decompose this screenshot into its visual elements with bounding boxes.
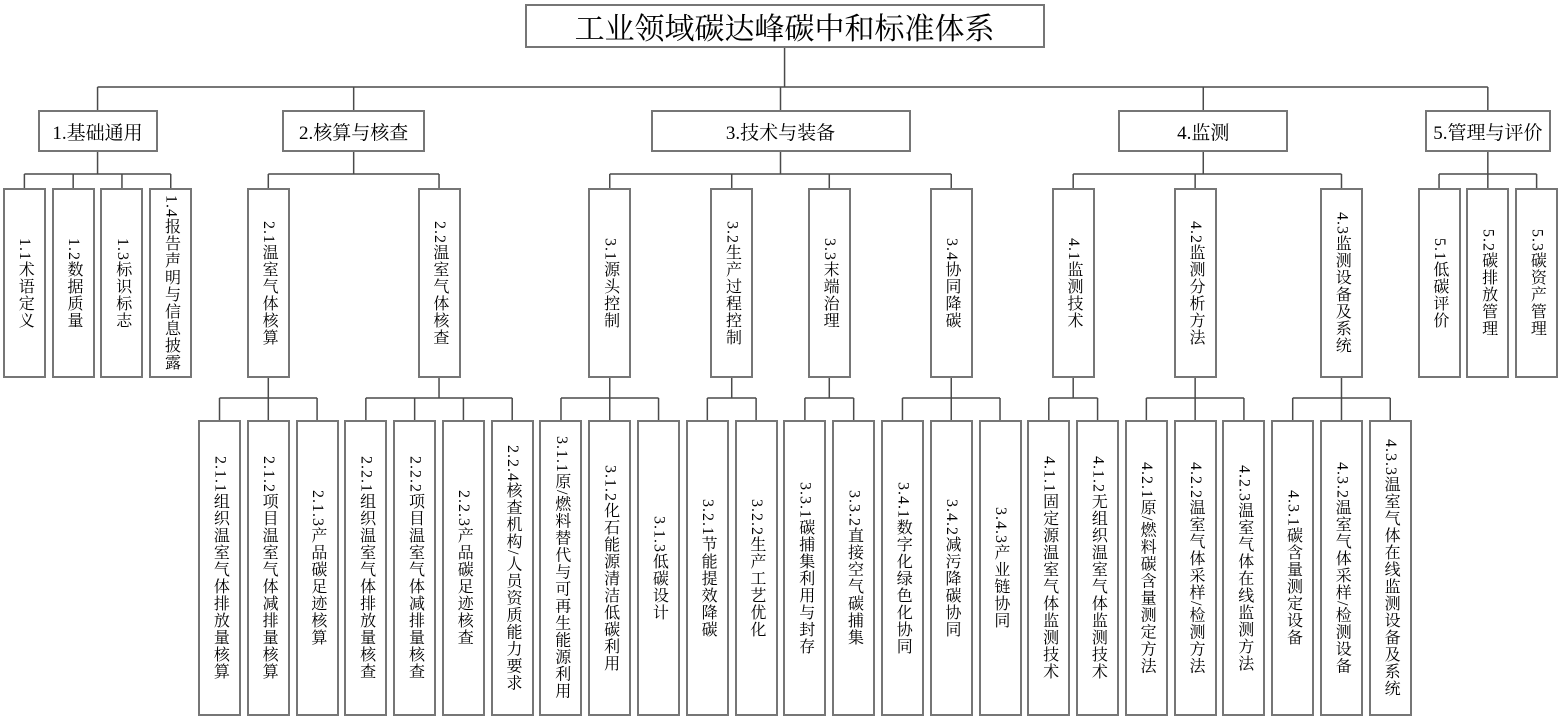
node-label: 4.3.3温室气体在线监测设备及系统 (1382, 439, 1400, 697)
node-5.1 (1418, 188, 1461, 378)
node-label: 3.2生产过程控制 (723, 220, 741, 346)
node-label: 4.3监测设备及系统 (1333, 212, 1351, 354)
node-3.2.1 (686, 420, 729, 716)
node-4.1.1 (1027, 420, 1070, 716)
node-label: 1.3标识标志 (113, 237, 131, 329)
node-label: 3.2.1节能提效降碳 (699, 498, 717, 638)
node-3.3.1 (783, 420, 826, 716)
node-label: 2.2温室气体核查 (430, 220, 448, 346)
node-4.2 (1174, 188, 1217, 378)
node-4.2.3 (1222, 420, 1265, 716)
node-label: 3.2.2生产工艺优化 (747, 498, 765, 638)
node-3.3 (808, 188, 851, 378)
node-4.3.2 (1320, 420, 1363, 716)
node-1.4 (149, 188, 192, 378)
diagram-title-box (525, 4, 1045, 48)
node-2.1.2 (247, 420, 290, 716)
node-label: 2.2.3产品碳足迹核查 (455, 490, 473, 646)
node-label: 3.3末端治理 (821, 237, 839, 329)
node-label: 5.1低碳评价 (1430, 237, 1448, 329)
node-label: 3.3.2直接空气碳捕集 (845, 490, 863, 646)
node-3.2 (710, 188, 753, 378)
node-label: 4.2监测分析方法 (1186, 220, 1204, 346)
node-label: 2.2.4核查机构/人员资质能力要求 (504, 444, 521, 692)
node-4.1 (1052, 188, 1095, 378)
node-label: 4.2.1原/燃料碳含量测定方法 (1138, 461, 1156, 675)
node-label: 3.1.1原/燃料替代与可再生能源利用 (552, 436, 570, 700)
node-5 (1425, 110, 1551, 152)
node-1.2 (52, 188, 95, 378)
node-label: 3.1.3低碳设计 (650, 515, 668, 621)
node-5.2 (1466, 188, 1509, 378)
node-2.1 (247, 188, 290, 378)
node-2.1.3 (296, 420, 339, 716)
node-3.4.1 (881, 420, 924, 716)
node-label: 3.1.2化石能源清洁低碳利用 (601, 464, 619, 672)
node-2 (282, 110, 425, 152)
node-5.3 (1515, 188, 1558, 378)
node-2.2.4 (491, 420, 534, 716)
node-label: 3.4.3产业链协同 (991, 507, 1009, 629)
node-4.2.2 (1174, 420, 1217, 716)
node-2.2 (418, 188, 461, 378)
node-label: 3.1源头控制 (601, 237, 619, 329)
node-4 (1118, 110, 1288, 152)
node-4.3.3 (1369, 420, 1412, 716)
node-label: 1.2数据质量 (64, 237, 82, 329)
node-4.3.1 (1271, 420, 1314, 716)
node-2.1.1 (198, 420, 241, 716)
node-label: 4.监测 (1177, 122, 1230, 144)
node-3.3.2 (832, 420, 875, 716)
node-label: 工业领域碳达峰碳中和标准体系 (574, 13, 995, 46)
node-label: 2.核算与核查 (299, 122, 409, 144)
node-label: 3.4协同降碳 (943, 237, 961, 329)
node-label: 3.4.1数字化绿色化协同 (894, 481, 912, 655)
node-1.3 (100, 188, 143, 378)
node-label: 2.1温室气体核算 (260, 220, 278, 346)
node-4.2.1 (1125, 420, 1168, 716)
node-label: 3.4.2减污降碳协同 (943, 498, 961, 638)
node-3.4.3 (979, 420, 1022, 716)
node-3.4.2 (930, 420, 973, 716)
node-3.1.1 (539, 420, 582, 716)
node-label: 2.1.3产品碳足迹核算 (308, 490, 326, 646)
node-label: 2.2.2项目温室气体减排量核查 (406, 456, 424, 680)
node-label: 1.4报告声明与信息披露 (162, 195, 180, 371)
node-label: 1.基础通用 (52, 122, 143, 144)
node-label: 5.3碳资产管理 (1528, 229, 1546, 337)
node-label: 5.管理与评价 (1433, 122, 1543, 144)
node-1.1 (3, 188, 46, 378)
node-3.2.2 (735, 420, 778, 716)
node-3.1.3 (637, 420, 680, 716)
node-3.1 (588, 188, 631, 378)
node-label: 4.3.1碳含量测定设备 (1284, 490, 1302, 646)
node-2.2.2 (393, 420, 436, 716)
node-2.2.3 (442, 420, 485, 716)
node-3 (651, 110, 911, 152)
node-label: 1.1术语定义 (16, 237, 34, 329)
node-1 (38, 110, 158, 152)
node-label: 4.3.2温室气体采样/检测设备 (1333, 461, 1351, 675)
node-label: 2.1.2项目温室气体减排量核算 (260, 456, 278, 680)
node-label: 3.技术与装备 (725, 122, 836, 144)
node-label: 4.1.1固定源温室气体监测技术 (1040, 456, 1058, 680)
node-label: 2.2.1组织温室气体排放量核查 (357, 456, 375, 680)
node-label: 3.3.1碳捕集利用与封存 (796, 481, 814, 655)
node-label: 4.2.3温室气体在线监测方法 (1235, 464, 1253, 672)
node-label: 4.2.2温室气体采样/检测方法 (1186, 461, 1204, 675)
node-3.1.2 (588, 420, 631, 716)
node-2.2.1 (344, 420, 387, 716)
node-label: 2.1.1组织温室气体排放量核算 (211, 456, 229, 680)
node-4.1.2 (1076, 420, 1119, 716)
node-label: 4.1监测技术 (1064, 237, 1082, 329)
node-3.4 (930, 188, 973, 378)
node-label: 5.2碳排放管理 (1479, 229, 1497, 337)
node-4.3 (1320, 188, 1363, 378)
node-label: 4.1.2无组织温室气体监测技术 (1089, 456, 1107, 680)
